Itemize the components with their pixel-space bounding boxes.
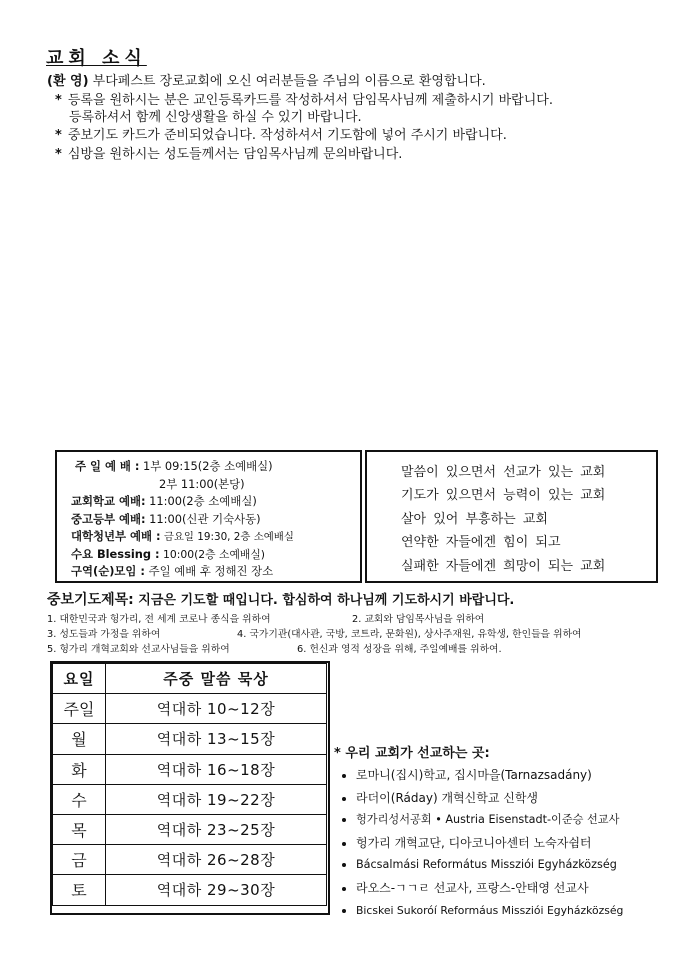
table-row	[53, 875, 327, 905]
service-row	[71, 476, 360, 494]
welcome-line	[47, 70, 486, 89]
news-item-text: 심방을 원하시는 성도들께서는 담임목사님께 문의바랍니다.	[67, 147, 403, 162]
service-label: 구역(순)모임 :	[71, 564, 145, 578]
bullet-mark: *	[55, 147, 62, 162]
bullet-dot-icon	[342, 842, 346, 846]
mission-item-text: 라오스-ㄱㄱㄹ 선교사, 프랑스-안태영 선교사	[356, 881, 589, 895]
welcome-label: (환 영)	[47, 74, 89, 89]
table-row	[53, 724, 327, 754]
table-row	[53, 784, 327, 814]
table-row	[53, 694, 327, 724]
mission-item	[342, 834, 592, 851]
news-item-text: 등록을 원하시는 분은 교인등록카드를 작성하셔서 담임목사님께 제출하시기 바랍니다.	[67, 93, 553, 108]
news-title: 교회 소식	[46, 48, 147, 69]
day-cell: 목	[53, 814, 106, 844]
prayer-item: 1. 대한민국과 헝가리, 전 세계 코로나 종식을 위하여	[47, 614, 271, 625]
bullet-dot-icon	[342, 887, 346, 891]
bullet-dot-icon	[342, 797, 346, 801]
bullet-mark: *	[55, 128, 62, 143]
table-row	[53, 845, 327, 875]
bullet-dot-icon	[342, 909, 346, 913]
prayer-item: 4. 국가기관(대사관, 국방, 코트라, 문화원), 상사주재원, 유학생, 한인들을 위하여	[237, 629, 582, 640]
day-cell: 수	[53, 784, 106, 814]
weekly-reading-table	[52, 663, 327, 906]
table-header-row	[53, 664, 327, 694]
reading-cell: 역대하 26~28장	[106, 845, 327, 875]
service-row	[71, 546, 360, 564]
mission-item-text: 헝가리성서공회 • Austria Eisenstadt-이준승 선교사	[356, 813, 620, 826]
news-item	[55, 124, 507, 143]
motto-line: 말씀이 있으면서 선교가 있는 교회	[401, 465, 606, 480]
service-value: 2부 11:00(본당)	[159, 476, 245, 491]
service-value: 주일 예배 후 정해진 장소	[144, 564, 274, 578]
day-cell: 토	[53, 875, 106, 905]
mission-item	[342, 903, 623, 917]
table-row	[53, 814, 327, 844]
prayer-item: 2. 교회와 담임목사님을 위하여	[352, 614, 485, 625]
mission-item-text: Bicskei Sukoróí Reformáus Missziói Egyházközség	[356, 904, 624, 917]
table-header-day: 요일	[53, 664, 106, 694]
reading-cell: 역대하 29~30장	[106, 875, 327, 905]
service-value: 11:00(신관 기숙사동)	[145, 511, 261, 526]
prayer-heading-text: 지금은 기도할 때입니다. 합심하여 하나님께 기도하시기 바랍니다.	[133, 593, 515, 608]
motto-line: 기도가 있으면서 능력이 있는 교회	[401, 488, 606, 504]
prayer-item: 3. 성도들과 가정을 위하여	[47, 629, 161, 640]
reading-cell: 역대하 10~12장	[106, 694, 327, 724]
mission-item	[342, 811, 619, 827]
motto-line: 실패한 자들에겐 희망이 되는 교회	[401, 558, 606, 574]
reading-cell: 역대하 16~18장	[106, 754, 327, 784]
service-row	[71, 493, 360, 511]
service-value: 1부 09:15(2층 소예배실)	[139, 459, 273, 473]
news-item	[55, 143, 402, 162]
mission-item	[342, 766, 592, 783]
prayer-heading-label: 중보기도제목:	[47, 592, 134, 608]
news-item	[69, 106, 362, 125]
service-label: 주 일 예 배 :	[75, 459, 140, 473]
prayer-heading	[47, 589, 514, 609]
day-cell: 화	[53, 754, 106, 784]
service-label: 교회학교 예배:	[71, 494, 146, 508]
prayer-item: 6. 헌신과 영적 성장을 위해, 주일예배를 위하여.	[297, 644, 502, 655]
service-value: 금요일 19:30, 2층 소예배실	[160, 531, 294, 543]
mission-item-text: Bácsalmási Református Missziói Egyházközség	[356, 858, 617, 871]
bullet-dot-icon	[342, 774, 346, 778]
day-cell: 월	[53, 724, 106, 754]
church-motto-box	[365, 450, 658, 583]
mission-item	[342, 857, 617, 871]
mission-item-text: 로마니(집시)학교, 집시마을(Tarnazsadány)	[356, 768, 592, 782]
service-row	[71, 458, 360, 476]
reading-cell: 역대하 19~22장	[106, 784, 327, 814]
day-cell: 주일	[53, 694, 106, 724]
day-cell: 금	[53, 845, 106, 875]
mission-item-text: 라더이(Ráday) 개혁신학교 신학생	[356, 791, 539, 805]
service-label: 수요 Blessing :	[71, 546, 160, 561]
service-label: 대학청년부 예배 :	[71, 529, 161, 543]
service-times-box	[55, 450, 362, 583]
bullet-mark: *	[55, 93, 62, 108]
reading-cell: 역대하 23~25장	[106, 814, 327, 844]
table-header-reading: 주중 말씀 묵상	[106, 664, 327, 694]
bullet-dot-icon	[342, 818, 346, 822]
motto-line: 연약한 자들에겐 힘이 되고	[401, 535, 561, 551]
service-row	[71, 528, 360, 546]
bullet-dot-icon	[342, 863, 346, 867]
news-item-text: 중보기도 카드가 준비되었습니다. 작성하셔서 기도함에 넣어 주시기 바랍니다.	[67, 128, 507, 143]
reading-cell: 역대하 13~15장	[106, 724, 327, 754]
welcome-text: 부다페스트 장로교회에 오신 여러분들을 주님의 이름으로 환영합니다.	[88, 74, 486, 89]
prayer-item: 5. 헝가리 개혁교회와 선교사님들을 위하여	[47, 644, 230, 655]
mission-item	[342, 879, 589, 896]
service-row	[71, 563, 360, 581]
service-value: 10:00(2층 소예배실)	[159, 547, 265, 561]
mission-item	[342, 789, 538, 806]
missions-heading: * 우리 교회가 선교하는 곳:	[334, 746, 490, 761]
service-row	[71, 511, 360, 529]
mission-item-text: 헝가리 개혁교단, 디아코니아센터 노숙자쉼터	[356, 836, 592, 850]
service-label: 중고등부 예배:	[71, 511, 146, 526]
motto-line: 살아 있어 부흥하는 교회	[401, 511, 548, 527]
table-row	[53, 754, 327, 784]
news-item-text: 등록하셔서 함께 신앙생활을 하실 수 있기 바랍니다.	[69, 110, 362, 125]
service-value: 11:00(2층 소예배실)	[145, 494, 257, 508]
